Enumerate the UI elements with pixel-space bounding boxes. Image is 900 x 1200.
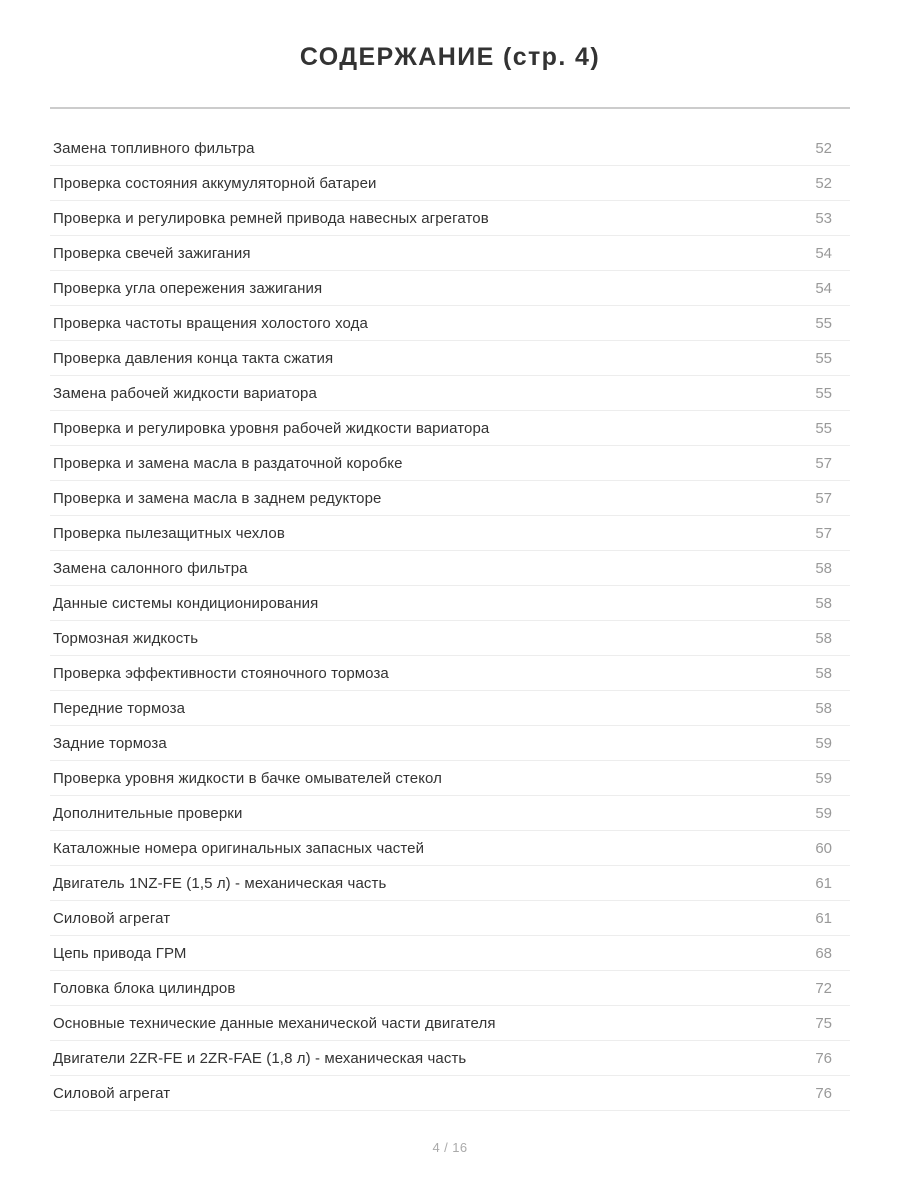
toc-entry-title[interactable]: Замена салонного фильтра [50, 551, 762, 586]
toc-entry-page-number: 60 [762, 831, 850, 866]
toc-entry-title[interactable]: Силовой агрегат [50, 1076, 762, 1111]
toc-entry-title[interactable]: Проверка свечей зажигания [50, 236, 762, 271]
toc-entry-page-number: 52 [762, 166, 850, 201]
toc-entry-page-number: 58 [762, 586, 850, 621]
toc-row[interactable] [50, 341, 850, 376]
toc-entry-page-number: 52 [762, 131, 850, 166]
toc-row[interactable] [50, 236, 850, 271]
toc-entry-page-number: 61 [762, 901, 850, 936]
toc-entry-title[interactable]: Проверка и замена масла в раздаточной коробке [50, 446, 762, 481]
toc-entry-title[interactable]: Проверка давления конца такта сжатия [50, 341, 762, 376]
toc-row[interactable] [50, 866, 850, 901]
toc-row[interactable] [50, 621, 850, 656]
toc-entry-page-number: 61 [762, 866, 850, 901]
toc-entry-page-number: 55 [762, 341, 850, 376]
toc-body [50, 131, 850, 1111]
toc-row[interactable] [50, 131, 850, 166]
toc-row[interactable] [50, 656, 850, 691]
toc-row[interactable] [50, 516, 850, 551]
toc-entry-title[interactable]: Данные системы кондиционирования [50, 586, 762, 621]
toc-row[interactable] [50, 1076, 850, 1111]
toc-row[interactable] [50, 971, 850, 1006]
toc-entry-page-number: 58 [762, 551, 850, 586]
toc-entry-title[interactable]: Тормозная жидкость [50, 621, 762, 656]
toc-row[interactable] [50, 1006, 850, 1041]
toc-entry-page-number: 75 [762, 1006, 850, 1041]
toc-row[interactable] [50, 761, 850, 796]
toc-entry-title[interactable]: Основные технические данные механической части двигателя [50, 1006, 762, 1041]
toc-row[interactable] [50, 271, 850, 306]
toc-entry-title[interactable]: Проверка пылезащитных чехлов [50, 516, 762, 551]
toc-entry-title[interactable]: Проверка состояния аккумуляторной батареи [50, 166, 762, 201]
toc-entry-page-number: 54 [762, 271, 850, 306]
toc-entry-page-number: 59 [762, 726, 850, 761]
toc-entry-page-number: 58 [762, 691, 850, 726]
toc-entry-page-number: 59 [762, 796, 850, 831]
toc-entry-page-number: 55 [762, 376, 850, 411]
toc-entry-page-number: 57 [762, 481, 850, 516]
toc-row[interactable] [50, 166, 850, 201]
toc-row[interactable] [50, 586, 850, 621]
toc-entry-page-number: 53 [762, 201, 850, 236]
toc-entry-title[interactable]: Проверка и замена масла в заднем редукторе [50, 481, 762, 516]
toc-row[interactable] [50, 376, 850, 411]
table-of-contents [50, 131, 850, 1111]
toc-row[interactable] [50, 691, 850, 726]
toc-entry-title[interactable]: Дополнительные проверки [50, 796, 762, 831]
toc-row[interactable] [50, 411, 850, 446]
toc-entry-page-number: 59 [762, 761, 850, 796]
toc-entry-page-number: 55 [762, 411, 850, 446]
toc-entry-page-number: 76 [762, 1076, 850, 1111]
toc-entry-title[interactable]: Цепь привода ГРМ [50, 936, 762, 971]
toc-entry-title[interactable]: Проверка и регулировка ремней привода навесных агрегатов [50, 201, 762, 236]
toc-row[interactable] [50, 481, 850, 516]
toc-entry-title[interactable]: Проверка частоты вращения холостого хода [50, 306, 762, 341]
toc-entry-title[interactable]: Проверка уровня жидкости в бачке омывателей стекол [50, 761, 762, 796]
toc-entry-title[interactable]: Каталожные номера оригинальных запасных частей [50, 831, 762, 866]
toc-row[interactable] [50, 831, 850, 866]
toc-row[interactable] [50, 446, 850, 481]
toc-entry-page-number: 55 [762, 306, 850, 341]
toc-entry-title[interactable]: Замена рабочей жидкости вариатора [50, 376, 762, 411]
toc-entry-title[interactable]: Силовой агрегат [50, 901, 762, 936]
toc-entry-page-number: 58 [762, 621, 850, 656]
toc-entry-page-number: 54 [762, 236, 850, 271]
toc-entry-title[interactable]: Задние тормоза [50, 726, 762, 761]
toc-entry-page-number: 76 [762, 1041, 850, 1076]
toc-row[interactable] [50, 1041, 850, 1076]
toc-entry-page-number: 72 [762, 971, 850, 1006]
toc-entry-title[interactable]: Проверка и регулировка уровня рабочей жидкости вариатора [50, 411, 762, 446]
toc-entry-title[interactable]: Двигатель 1NZ-FE (1,5 л) - механическая часть [50, 866, 762, 901]
toc-row[interactable] [50, 306, 850, 341]
toc-entry-page-number: 57 [762, 446, 850, 481]
toc-entry-title[interactable]: Головка блока цилиндров [50, 971, 762, 1006]
toc-entry-page-number: 57 [762, 516, 850, 551]
toc-entry-title[interactable]: Проверка угла опережения зажигания [50, 271, 762, 306]
toc-row[interactable] [50, 201, 850, 236]
toc-entry-title[interactable]: Двигатели 2ZR-FE и 2ZR-FAE (1,8 л) - механическая часть [50, 1041, 762, 1076]
title-divider [50, 107, 850, 109]
toc-entry-page-number: 68 [762, 936, 850, 971]
toc-entry-title[interactable]: Передние тормоза [50, 691, 762, 726]
toc-entry-page-number: 58 [762, 656, 850, 691]
toc-row[interactable] [50, 726, 850, 761]
toc-row[interactable] [50, 796, 850, 831]
toc-entry-title[interactable]: Замена топливного фильтра [50, 131, 762, 166]
page-footer: 4 / 16 [432, 1140, 468, 1155]
toc-entry-title[interactable]: Проверка эффективности стояночного тормоза [50, 656, 762, 691]
toc-row[interactable] [50, 936, 850, 971]
toc-row[interactable] [50, 551, 850, 586]
page-title: СОДЕРЖАНИЕ (стр. 4) [299, 43, 601, 71]
toc-row[interactable] [50, 901, 850, 936]
